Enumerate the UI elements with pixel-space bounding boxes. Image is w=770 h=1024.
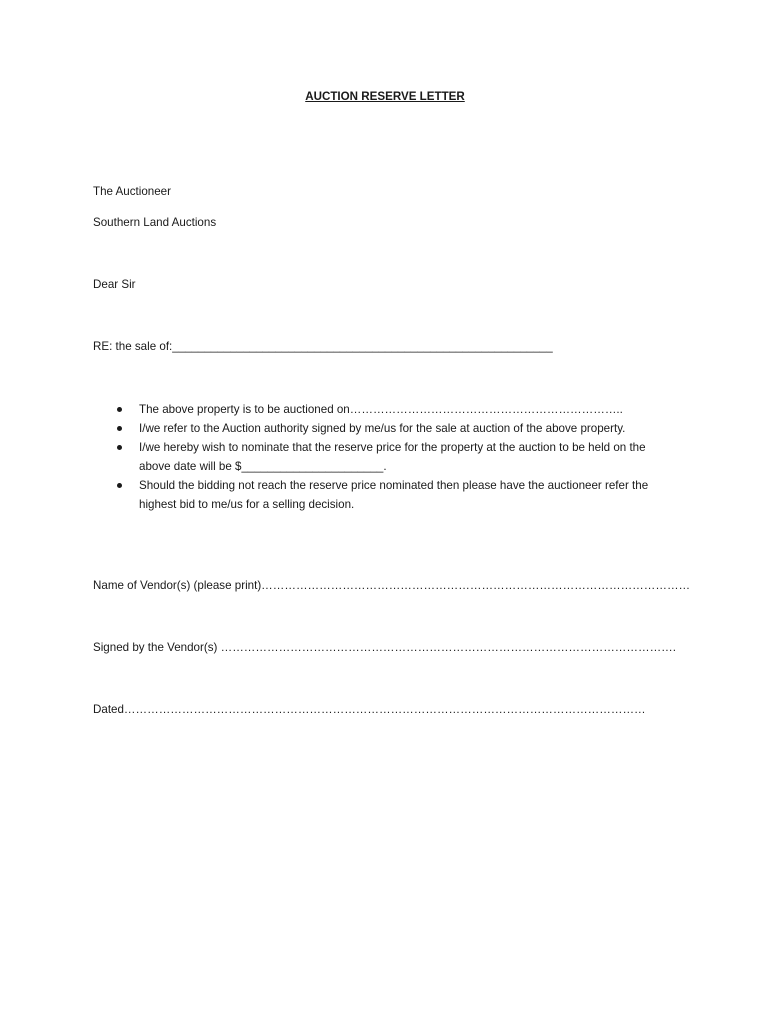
terms-list bbox=[93, 401, 673, 515]
bullet-icon bbox=[117, 445, 122, 450]
list-item bbox=[93, 420, 673, 439]
company-name: Southern Land Auctions bbox=[93, 216, 217, 229]
list-item-text: Should the bidding not reach the reserve price nominated then please have the auctioneer refer the highest bid to me/us for a selling decision. bbox=[139, 479, 649, 511]
list-item-text: I/we refer to the Auction authority signed by me/us for the sale at auction of the above property. bbox=[139, 422, 626, 436]
list-item bbox=[93, 401, 673, 420]
bullet-icon bbox=[117, 483, 122, 488]
letter-title: AUCTION RESERVE LETTER bbox=[305, 90, 465, 103]
vendor-name-field[interactable]: Name of Vendor(s) (please print)………………………………………………………………………………………………… bbox=[93, 579, 691, 592]
list-item-text: I/we hereby wish to nominate that the reserve price for the property at the auction to be held on the above date will be $______________________. bbox=[139, 441, 646, 473]
bullet-icon bbox=[117, 407, 122, 412]
list-item-text: The above property is to be auctioned on…………………………………………………………….. bbox=[139, 403, 623, 416]
list-item bbox=[93, 477, 673, 514]
list-item bbox=[93, 439, 673, 476]
salutation: Dear Sir bbox=[93, 278, 136, 291]
re-line: RE: the sale of:___________________________________________________________ bbox=[93, 340, 553, 353]
addressee: The Auctioneer bbox=[93, 185, 171, 198]
vendor-signature-field[interactable]: Signed by the Vendor(s) ………………………………………………………………………………………………………. bbox=[93, 641, 676, 654]
bullet-icon bbox=[117, 426, 122, 431]
dated-field[interactable]: Dated……………………………………………………………………………………………………………………… bbox=[93, 703, 646, 716]
